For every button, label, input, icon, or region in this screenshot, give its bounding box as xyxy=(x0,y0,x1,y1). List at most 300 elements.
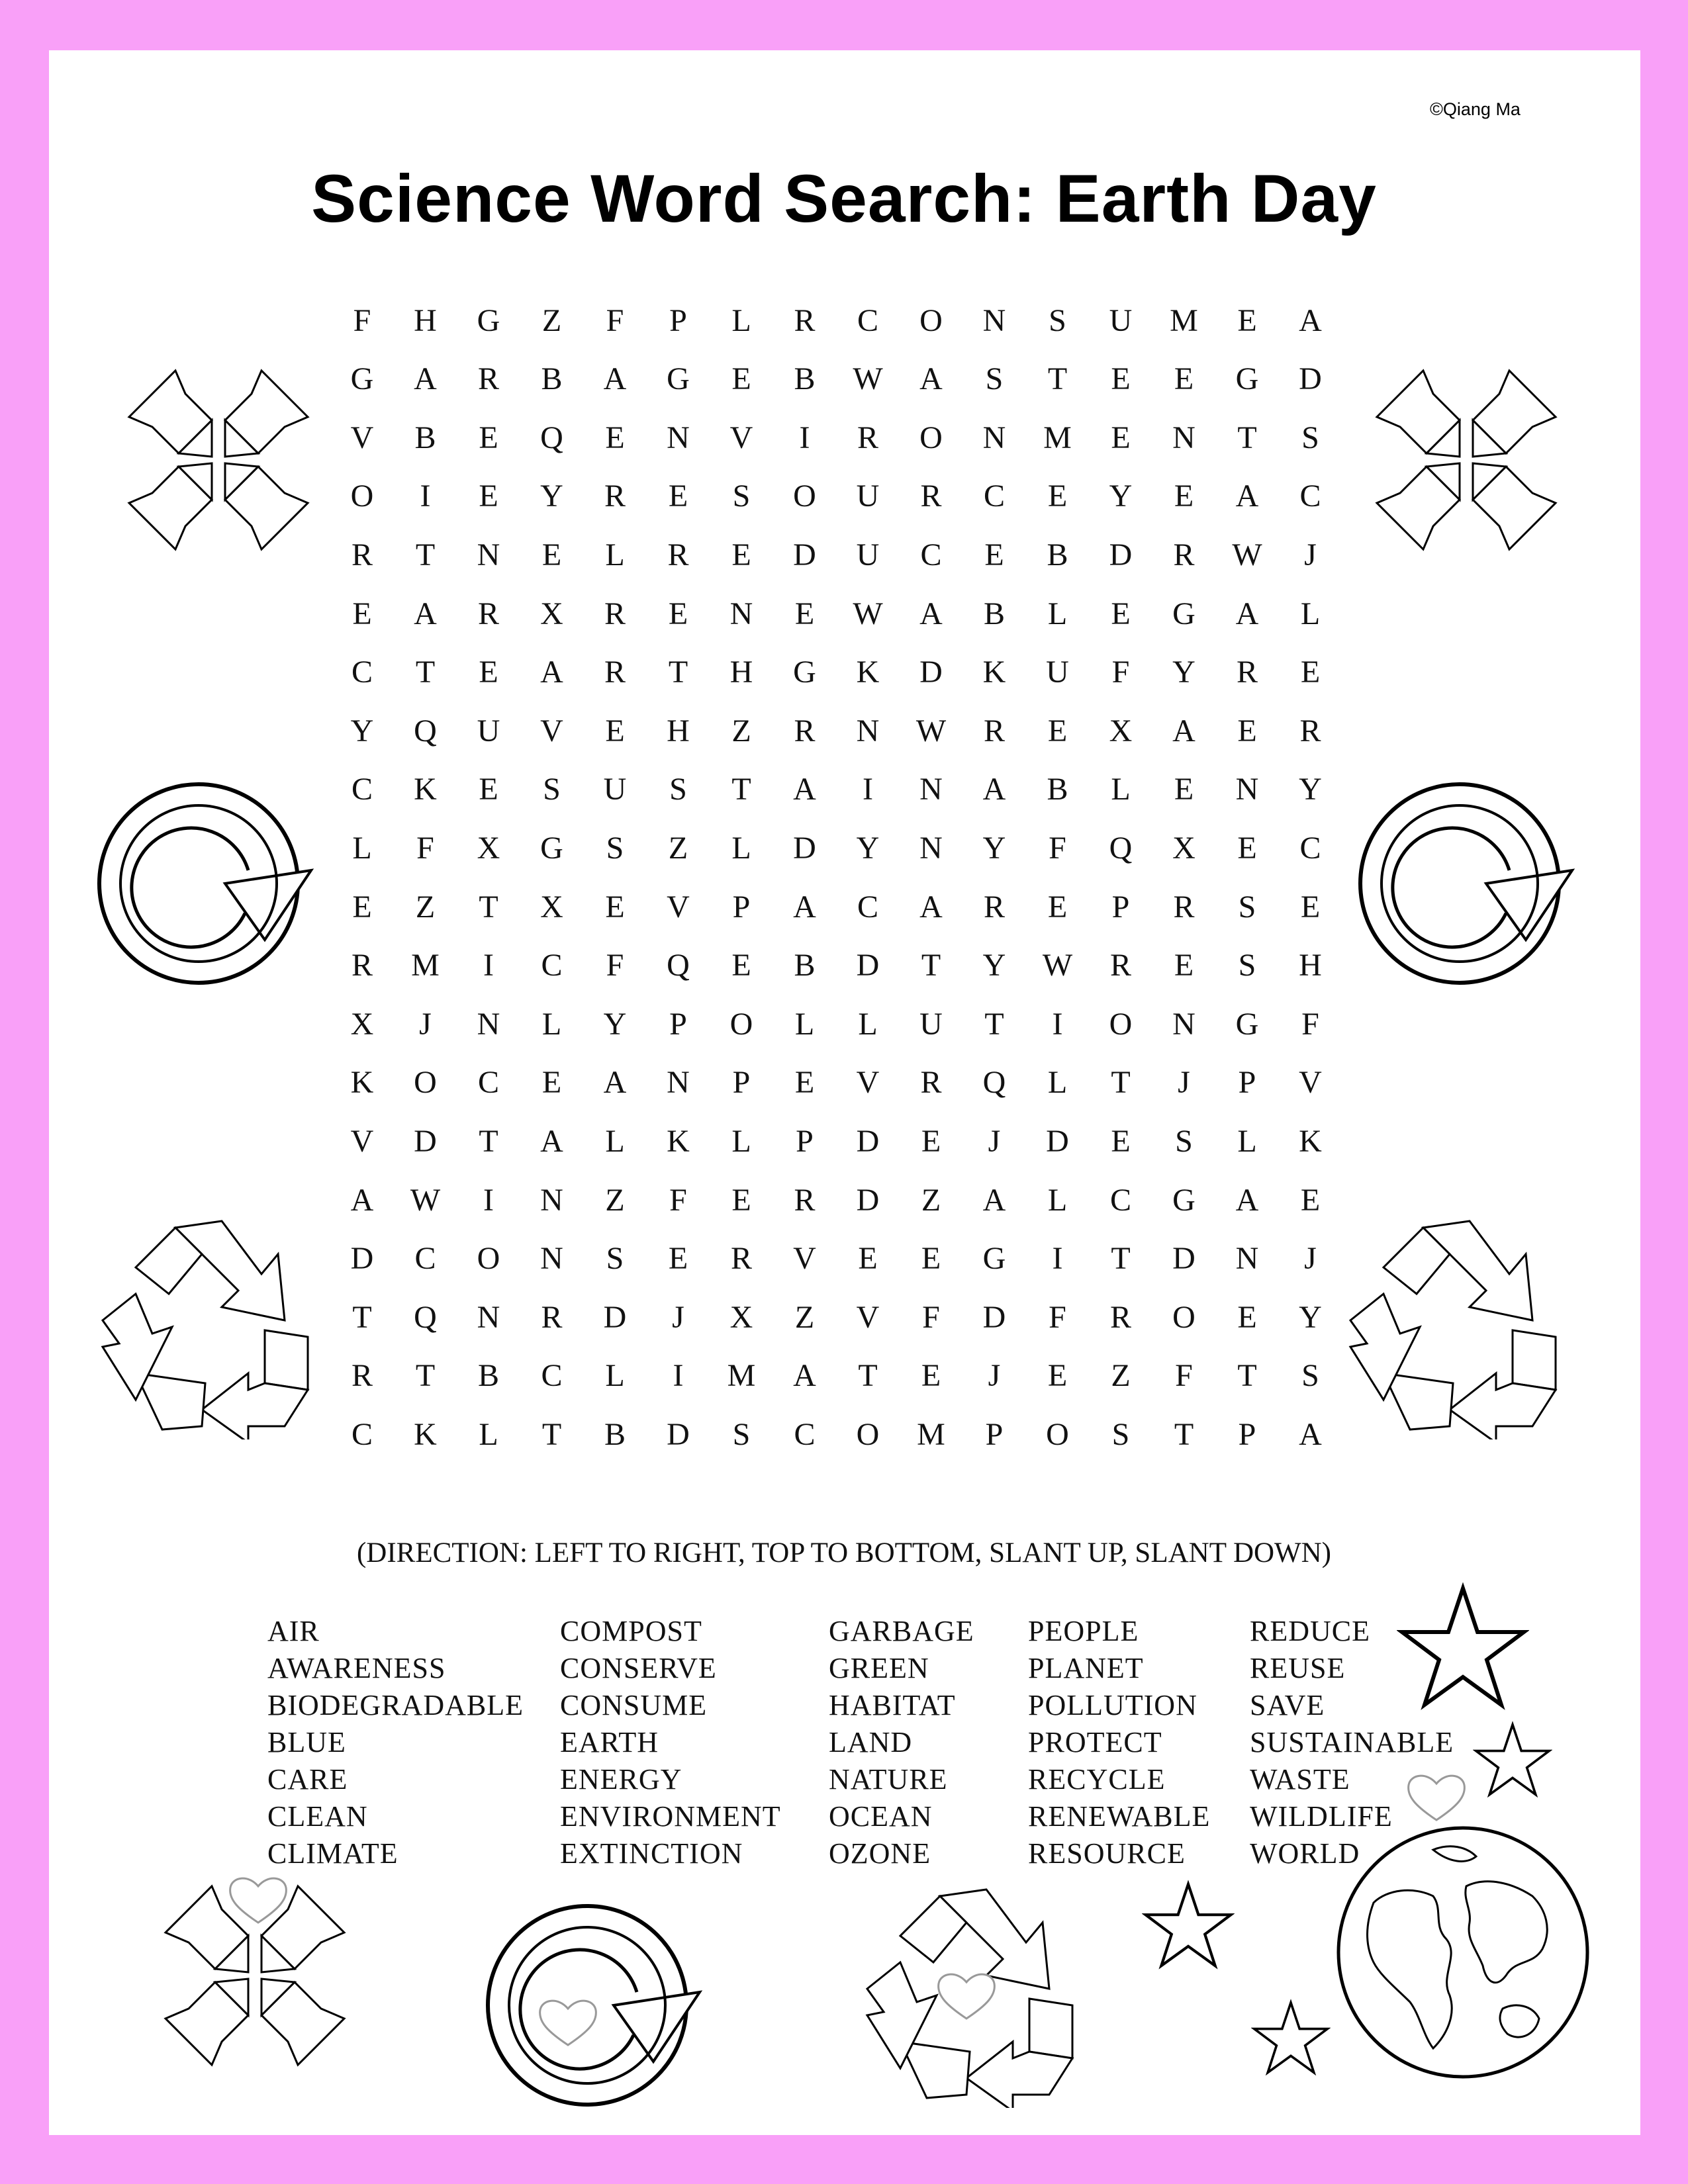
grid-letter: K xyxy=(982,655,1006,690)
grid-letter: E xyxy=(668,478,688,514)
grid-letter: F xyxy=(1049,830,1066,866)
grid-letter: F xyxy=(669,1182,687,1218)
grid-letter: A xyxy=(919,596,943,631)
word-list-item: OZONE xyxy=(829,1837,931,1870)
grid-letter: T xyxy=(541,1416,562,1452)
word-list-item: CLIMATE xyxy=(267,1837,399,1870)
grid-letter: A xyxy=(1299,1416,1322,1452)
earth-globe-icon xyxy=(1334,1823,1592,2081)
grid-letter: C xyxy=(983,478,1005,514)
word-list-column-4 xyxy=(1028,1613,1210,1872)
grid-letter: Y xyxy=(1299,1299,1322,1335)
grid-letter: Z xyxy=(415,889,436,925)
word-list-column-2 xyxy=(560,1613,781,1872)
grid-letter: E xyxy=(731,948,751,983)
grid-letter: L xyxy=(794,1006,815,1042)
grid-letter: N xyxy=(1235,772,1259,807)
grid-letter: T xyxy=(858,1358,878,1394)
grid-letter: E xyxy=(541,537,562,572)
grid-letter: T xyxy=(1111,1065,1131,1101)
grid-letter: F xyxy=(606,302,624,338)
grid-letter: U xyxy=(1109,302,1133,338)
grid-letter: N xyxy=(982,420,1006,455)
grid-letter: Y xyxy=(982,830,1006,866)
word-list-item: CONSERVE xyxy=(560,1652,717,1684)
grid-letter: A xyxy=(603,361,627,397)
grid-letter: D xyxy=(856,1123,880,1159)
grid-letter: Q xyxy=(1109,830,1133,866)
grid-letter: T xyxy=(1237,1358,1257,1394)
grid-letter: P xyxy=(669,1006,687,1042)
word-list-item: BLUE xyxy=(267,1726,346,1758)
grid-letter: D xyxy=(667,1416,690,1452)
grid-letter: E xyxy=(1237,830,1257,866)
grid-letter: V xyxy=(856,1065,880,1101)
grid-letter: Q xyxy=(540,420,563,455)
grid-letter: M xyxy=(727,1358,756,1394)
word-search-grid xyxy=(331,291,1337,1469)
grid-letter: E xyxy=(1174,478,1194,514)
grid-letter: Z xyxy=(794,1299,815,1335)
grid-letter: B xyxy=(1047,537,1068,572)
grid-letter: F xyxy=(606,948,624,983)
grid-letter: B xyxy=(1047,772,1068,807)
grid-letter: E xyxy=(1111,361,1131,397)
grid-letter: L xyxy=(1111,772,1131,807)
word-list-item: EARTH xyxy=(560,1726,659,1758)
grid-letter: T xyxy=(921,948,941,983)
grid-letter: Y xyxy=(1109,478,1133,514)
copyright-notice: ©Qiang Ma xyxy=(1430,99,1521,119)
grid-letter: J xyxy=(1304,1241,1317,1277)
grid-letter: E xyxy=(1237,1299,1257,1335)
word-list-item: ENERGY xyxy=(560,1763,682,1796)
grid-letter: E xyxy=(921,1123,941,1159)
grid-letter: E xyxy=(668,596,688,631)
grid-letter: Q xyxy=(414,713,437,749)
grid-letter: F xyxy=(353,302,371,338)
word-list-item: EXTINCTION xyxy=(560,1837,743,1870)
grid-letter: E xyxy=(605,420,625,455)
grid-letter: B xyxy=(541,361,563,397)
grid-letter: O xyxy=(856,1416,880,1452)
grid-letter: X xyxy=(477,830,500,866)
star-icon xyxy=(1251,1999,1331,2078)
grid-letter: L xyxy=(352,830,372,866)
grid-letter: W xyxy=(915,713,947,749)
grid-letter: G xyxy=(667,361,690,397)
grid-letter: C xyxy=(351,772,373,807)
grid-letter: Z xyxy=(541,302,562,338)
page-title: Science Word Search: Earth Day xyxy=(311,161,1377,236)
word-list-item: SUSTAINABLE xyxy=(1250,1726,1454,1758)
grid-letter: E xyxy=(1237,713,1257,749)
star-icon xyxy=(1473,1721,1552,1800)
grid-letter: G xyxy=(477,302,500,338)
grid-letter: L xyxy=(1300,596,1321,631)
grid-letter: K xyxy=(856,655,880,690)
word-list-item: RENEWABLE xyxy=(1028,1800,1211,1833)
word-list-item: LAND xyxy=(829,1726,913,1758)
grid-letter: M xyxy=(917,1416,945,1452)
grid-letter: O xyxy=(477,1241,500,1277)
grid-letter: X xyxy=(729,1299,753,1335)
grid-letter: J xyxy=(1304,537,1317,572)
grid-letter: D xyxy=(350,1241,374,1277)
grid-letter: J xyxy=(988,1123,1001,1159)
grid-letter: N xyxy=(667,420,690,455)
grid-letter: E xyxy=(1047,1358,1068,1394)
grid-letter: D xyxy=(856,1182,880,1218)
grid-letter: Z xyxy=(668,830,688,866)
grid-letter: X xyxy=(540,596,563,631)
grid-letter: L xyxy=(1047,1065,1068,1101)
grid-letter: H xyxy=(667,713,690,749)
grid-letter: R xyxy=(920,1065,942,1101)
grid-letter: R xyxy=(920,478,942,514)
grid-letter: M xyxy=(411,948,440,983)
grid-letter: N xyxy=(729,596,753,631)
grid-letter: E xyxy=(479,655,498,690)
grid-letter: V xyxy=(667,889,690,925)
grid-letter: J xyxy=(419,1006,432,1042)
grid-letter: G xyxy=(1172,1182,1196,1218)
grid-letter: L xyxy=(605,1358,625,1394)
grid-letter: Z xyxy=(731,713,751,749)
grid-letter: F xyxy=(1111,655,1130,690)
grid-letter: L xyxy=(541,1006,562,1042)
grid-letter: R xyxy=(604,596,626,631)
word-list-item: WASTE xyxy=(1250,1763,1350,1796)
grid-letter: T xyxy=(1237,420,1257,455)
grid-letter: R xyxy=(1299,713,1321,749)
grid-letter: M xyxy=(1043,420,1072,455)
word-list-item: REUSE xyxy=(1250,1652,1346,1684)
grid-letter: E xyxy=(1174,948,1194,983)
grid-letter: W xyxy=(853,596,883,631)
word-list-item: COMPOST xyxy=(560,1615,702,1647)
grid-letter: E xyxy=(605,713,625,749)
word-list-item: REDUCE xyxy=(1250,1615,1370,1647)
grid-letter: E xyxy=(1300,655,1321,690)
grid-letter: S xyxy=(1301,1358,1319,1394)
grid-letter: C xyxy=(541,948,563,983)
grid-letter: G xyxy=(1172,596,1196,631)
grid-letter: E xyxy=(1174,772,1194,807)
grid-letter: Y xyxy=(350,713,374,749)
grid-letter: C xyxy=(1299,830,1321,866)
grid-letter: B xyxy=(477,1358,499,1394)
heart-icon xyxy=(933,1969,1000,2022)
grid-letter: D xyxy=(414,1123,437,1159)
grid-letter: O xyxy=(414,1065,437,1101)
grid-letter: E xyxy=(605,889,625,925)
grid-letter: Y xyxy=(1299,772,1322,807)
grid-letter: A xyxy=(1235,478,1259,514)
word-list-item: POLLUTION xyxy=(1028,1689,1197,1721)
word-list-item: NATURE xyxy=(829,1763,948,1796)
grid-letter: T xyxy=(415,537,436,572)
arrows-inward-icon xyxy=(1360,354,1572,566)
grid-letter: G xyxy=(982,1241,1006,1277)
grid-letter: E xyxy=(479,420,498,455)
grid-letter: R xyxy=(351,537,373,572)
grid-letter: I xyxy=(863,772,873,807)
grid-letter: X xyxy=(540,889,563,925)
grid-letter: Q xyxy=(982,1065,1006,1101)
grid-letter: A xyxy=(540,1123,563,1159)
grid-letter: A xyxy=(793,889,816,925)
grid-letter: D xyxy=(919,655,943,690)
grid-letter: D xyxy=(793,830,816,866)
grid-letter: E xyxy=(668,1241,688,1277)
star-icon xyxy=(1142,1880,1235,1972)
grid-letter: E xyxy=(1047,889,1068,925)
grid-letter: U xyxy=(856,478,880,514)
grid-letter: I xyxy=(673,1358,684,1394)
word-list-item: CLEAN xyxy=(267,1800,368,1833)
grid-letter: T xyxy=(1174,1416,1194,1452)
arrows-inward-icon xyxy=(113,354,324,566)
grid-letter: R xyxy=(794,713,816,749)
grid-letter: C xyxy=(351,655,373,690)
grid-letter: T xyxy=(1047,361,1068,397)
grid-letter: L xyxy=(1237,1123,1257,1159)
grid-letter: L xyxy=(731,830,751,866)
grid-letter: N xyxy=(1235,1241,1259,1277)
grid-letter: W xyxy=(410,1182,441,1218)
grid-letter: R xyxy=(983,713,1005,749)
grid-letter: S xyxy=(606,830,624,866)
grid-letter: C xyxy=(541,1358,563,1394)
grid-letter: X xyxy=(1172,830,1196,866)
grid-letter: O xyxy=(919,302,943,338)
grid-letter: F xyxy=(1049,1299,1066,1335)
grid-letter: G xyxy=(793,655,816,690)
grid-letter: S xyxy=(1301,420,1319,455)
grid-letter: E xyxy=(1111,596,1131,631)
grid-letter: C xyxy=(857,302,878,338)
word-list-item: WILDLIFE xyxy=(1250,1800,1393,1833)
grid-letter: E xyxy=(1174,361,1194,397)
grid-letter: N xyxy=(919,772,943,807)
grid-letter: D xyxy=(1046,1123,1069,1159)
grid-letter: V xyxy=(350,420,374,455)
grid-letter: S xyxy=(1111,1416,1130,1452)
grid-letter: B xyxy=(794,361,816,397)
grid-letter: A xyxy=(793,772,816,807)
grid-letter: G xyxy=(540,830,563,866)
grid-letter: S xyxy=(606,1241,624,1277)
grid-letter: E xyxy=(352,596,372,631)
grid-letter: P xyxy=(732,889,751,925)
grid-letter: E xyxy=(858,1241,878,1277)
grid-letter: T xyxy=(984,1006,1004,1042)
grid-letter: T xyxy=(479,889,498,925)
grid-letter: S xyxy=(669,772,687,807)
grid-letter: T xyxy=(731,772,751,807)
grid-letter: I xyxy=(799,420,810,455)
grid-letter: E xyxy=(1300,1182,1321,1218)
recycle-icon xyxy=(1344,1214,1569,1439)
grid-letter: Y xyxy=(856,830,880,866)
grid-letter: Q xyxy=(667,948,690,983)
grid-letter: E xyxy=(352,889,372,925)
grid-letter: C xyxy=(414,1241,436,1277)
grid-letter: P xyxy=(796,1123,814,1159)
grid-letter: X xyxy=(350,1006,374,1042)
circular-arrow-icon xyxy=(93,771,318,996)
grid-letter: Q xyxy=(414,1299,437,1335)
grid-letter: Z xyxy=(605,1182,625,1218)
grid-letter: A xyxy=(350,1182,374,1218)
grid-letter: A xyxy=(1299,302,1322,338)
grid-letter: N xyxy=(477,1299,500,1335)
grid-letter: R xyxy=(983,889,1005,925)
grid-letter: E xyxy=(921,1358,941,1394)
grid-letter: U xyxy=(856,537,880,572)
word-list-item: PLANET xyxy=(1028,1652,1144,1684)
grid-letter: B xyxy=(604,1416,626,1452)
grid-letter: C xyxy=(351,1416,373,1452)
grid-letter: O xyxy=(1046,1416,1069,1452)
word-list-item: RESOURCE xyxy=(1028,1837,1186,1870)
grid-letter: N xyxy=(919,830,943,866)
word-list-item: ENVIRONMENT xyxy=(560,1800,781,1833)
grid-letter: H xyxy=(1299,948,1322,983)
grid-letter: B xyxy=(794,948,816,983)
grid-letter: W xyxy=(1232,537,1262,572)
grid-letter: J xyxy=(988,1358,1001,1394)
grid-letter: O xyxy=(919,420,943,455)
grid-letter: O xyxy=(350,478,374,514)
grid-letter: E xyxy=(921,1241,941,1277)
grid-letter: E xyxy=(479,478,498,514)
grid-letter: W xyxy=(1042,948,1073,983)
word-list-item: GREEN xyxy=(829,1652,929,1684)
grid-letter: A xyxy=(982,1182,1006,1218)
grid-letter: K xyxy=(350,1065,374,1101)
grid-letter: R xyxy=(477,596,499,631)
grid-letter: N xyxy=(667,1065,690,1101)
star-icon xyxy=(1397,1582,1529,1714)
grid-letter: A xyxy=(982,772,1006,807)
word-list-item: WORLD xyxy=(1250,1837,1360,1870)
grid-letter: L xyxy=(1047,1182,1068,1218)
grid-letter: R xyxy=(794,302,816,338)
grid-letter: E xyxy=(731,1182,751,1218)
grid-letter: S xyxy=(985,361,1004,397)
grid-letter: U xyxy=(603,772,627,807)
grid-letter: E xyxy=(1111,420,1131,455)
grid-letter: C xyxy=(920,537,942,572)
grid-letter: R xyxy=(1173,537,1195,572)
grid-letter: E xyxy=(1111,1123,1131,1159)
word-list-item: SAVE xyxy=(1250,1689,1325,1721)
grid-letter: T xyxy=(668,655,688,690)
grid-letter: A xyxy=(540,655,563,690)
grid-letter: L xyxy=(605,1123,625,1159)
grid-letter: P xyxy=(985,1416,1004,1452)
grid-letter: F xyxy=(1175,1358,1193,1394)
grid-letter: D xyxy=(1172,1241,1196,1277)
word-list-item: PROTECT xyxy=(1028,1726,1162,1758)
grid-letter: E xyxy=(984,537,1004,572)
grid-letter: N xyxy=(540,1182,563,1218)
direction-note: (DIRECTION: LEFT TO RIGHT, TOP TO BOTTOM, SLANT UP, SLANT DOWN) xyxy=(356,1537,1332,1569)
grid-letter: F xyxy=(416,830,434,866)
grid-letter: X xyxy=(1109,713,1133,749)
heart-icon xyxy=(535,1995,601,2048)
grid-letter: L xyxy=(479,1416,498,1452)
grid-letter: R xyxy=(604,655,626,690)
word-list-item: CONSUME xyxy=(560,1689,708,1721)
grid-letter: K xyxy=(414,772,437,807)
grid-letter: E xyxy=(1300,889,1321,925)
grid-letter: R xyxy=(351,948,373,983)
grid-letter: J xyxy=(1178,1065,1190,1101)
grid-letter: P xyxy=(1238,1416,1256,1452)
grid-letter: N xyxy=(982,302,1006,338)
word-list-item: PEOPLE xyxy=(1028,1615,1139,1647)
word-list-item: OCEAN xyxy=(829,1800,933,1833)
heart-icon xyxy=(1403,1770,1470,1823)
grid-letter: C xyxy=(1109,1182,1131,1218)
grid-letter: S xyxy=(1175,1123,1193,1159)
grid-letter: C xyxy=(857,889,878,925)
grid-letter: A xyxy=(414,361,437,397)
grid-letter: Y xyxy=(982,948,1006,983)
grid-letter: V xyxy=(1299,1065,1322,1101)
grid-letter: D xyxy=(603,1299,627,1335)
grid-letter: R xyxy=(1236,655,1258,690)
grid-letter: R xyxy=(730,1241,752,1277)
grid-letter: O xyxy=(1172,1299,1196,1335)
grid-letter: L xyxy=(731,1123,751,1159)
circular-arrow-icon xyxy=(1354,771,1579,996)
grid-letter: N xyxy=(540,1241,563,1277)
grid-letter: C xyxy=(794,1416,816,1452)
grid-letter: F xyxy=(1301,1006,1319,1042)
grid-letter: K xyxy=(1299,1123,1322,1159)
grid-letter: R xyxy=(1173,889,1195,925)
grid-letter: L xyxy=(858,1006,878,1042)
grid-letter: W xyxy=(853,361,883,397)
grid-letter: Z xyxy=(921,1182,941,1218)
grid-letter: D xyxy=(856,948,880,983)
grid-letter: L xyxy=(1047,596,1068,631)
word-list-column-3 xyxy=(829,1613,974,1872)
grid-letter: U xyxy=(919,1006,943,1042)
grid-letter: P xyxy=(732,1065,751,1101)
grid-letter: E xyxy=(794,596,815,631)
grid-letter: E xyxy=(1047,478,1068,514)
grid-letter: E xyxy=(541,1065,562,1101)
word-list-item: GARBAGE xyxy=(829,1615,974,1647)
grid-letter: A xyxy=(1235,596,1259,631)
grid-letter: O xyxy=(729,1006,753,1042)
grid-letter: T xyxy=(415,1358,436,1394)
grid-letter: R xyxy=(794,1182,816,1218)
grid-letter: U xyxy=(477,713,500,749)
grid-letter: A xyxy=(1172,713,1196,749)
word-list-column-1 xyxy=(267,1613,524,1872)
grid-letter: T xyxy=(352,1299,372,1335)
grid-letter: A xyxy=(793,1358,816,1394)
grid-letter: L xyxy=(731,302,751,338)
grid-letter: T xyxy=(1111,1241,1131,1277)
grid-letter: E xyxy=(731,537,751,572)
